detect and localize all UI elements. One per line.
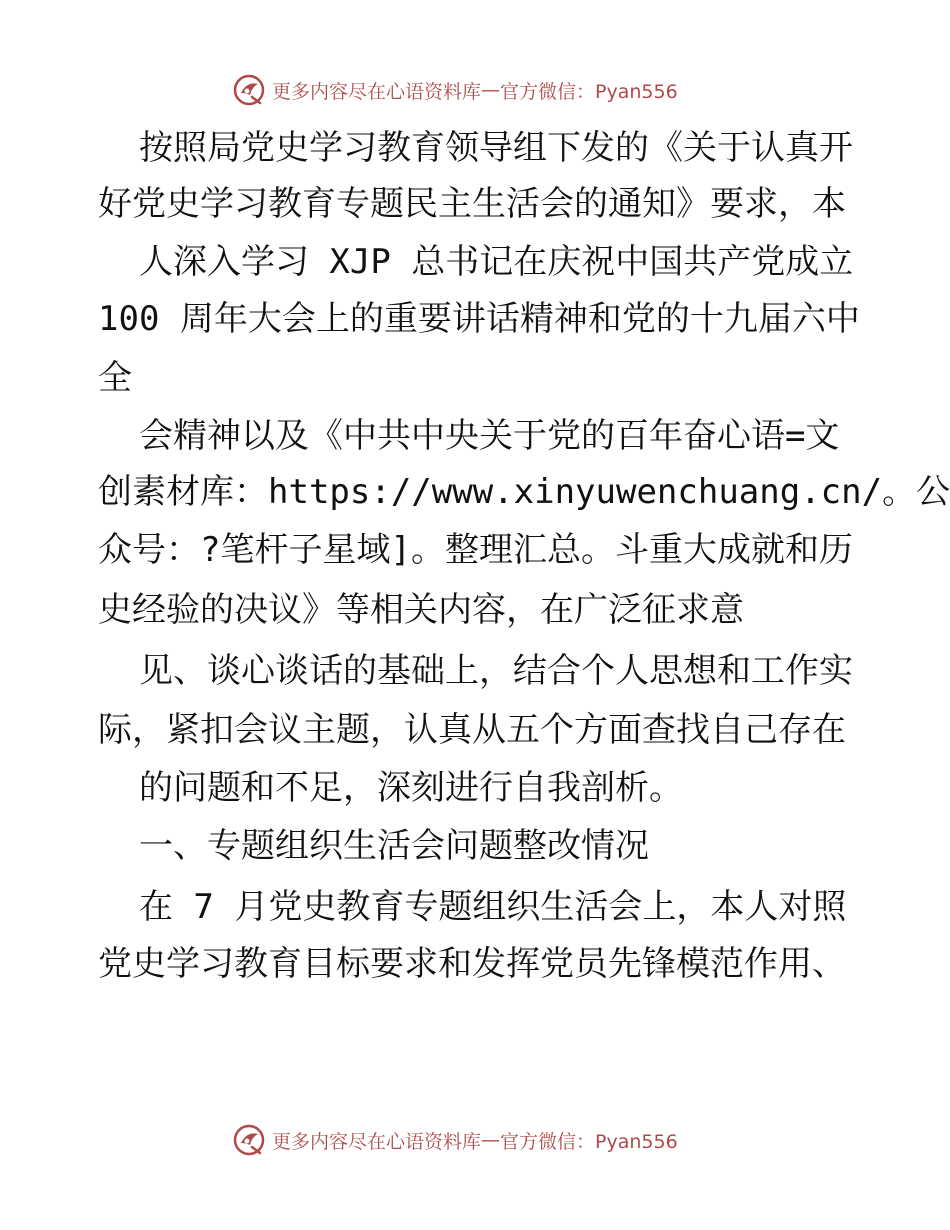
banner-separator: — [481,79,501,101]
body-line-9: 史经验的决议》等相关内容，在广泛征求意 [98,590,744,630]
body-line-12: 的问题和不足，深刻进行自我剖析。 [98,768,683,808]
xinyu-logo-icon [232,73,266,107]
banner-slogan: 更多内容尽在心语资料库 [272,80,482,103]
body-line-10: 见、谈心谈话的基础上，结合个人思想和工作实 [98,651,853,691]
header-banner [232,70,678,110]
banner-wechat: 官方微信：Pyan556 [500,1130,678,1153]
body-line-5: 全 [98,358,132,398]
body-line-6: 会精神以及《中共中央关于党的百年奋心语=文 [98,416,840,456]
body-line-1: 按照局党史学习教育领导组下发的《关于认真开 [98,128,853,168]
banner-wechat: 官方微信：Pyan556 [500,80,678,103]
body-line-4: 100 周年大会上的重要讲话精神和党的十九届六中 [98,299,860,339]
banner-separator: — [481,1129,501,1151]
body-line-7: 创素材库：https://www.xinyuwenchuang.cn/。公 [98,472,950,512]
body-line-15: 党史学习教育目标要求和发挥党员先锋模范作用、 [98,944,846,984]
footer-banner [232,1120,678,1160]
body-line-2: 好党史学习教育专题民主生活会的通知》要求，本 [98,184,846,224]
body-line-14: 在 7 月党史教育专题组织生活会上，本人对照 [98,887,847,927]
body-line-11: 际，紧扣会议主题，认真从五个方面查找自己存在 [98,710,846,750]
banner-slogan: 更多内容尽在心语资料库 [272,1130,482,1153]
xinyu-logo-icon [232,1123,266,1157]
section-heading-1: 一、专题组织生活会问题整改情况 [98,826,649,866]
body-line-8: 众号：?笔杆子星域]。整理汇总。斗重大成就和历 [98,530,853,570]
body-line-3: 人深入学习 XJP 总书记在庆祝中国共产党成立 [98,242,854,282]
